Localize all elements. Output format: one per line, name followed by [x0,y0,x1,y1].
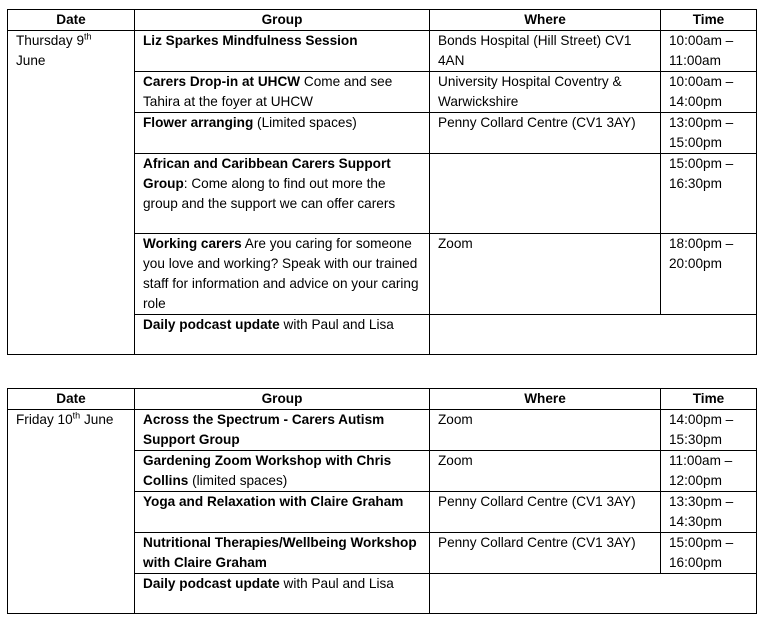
time-cell: 11:00am – 12:00pm [661,451,757,492]
header-row [8,10,757,31]
group-cell: Daily podcast update with Paul and Lisa [135,574,430,614]
time-cell: 18:00pm – 20:00pm [661,234,757,315]
where-cell: Zoom [430,451,661,492]
group-cell: Working carers Are you caring for someone you love and working? Speak with our trained staff for information and advice on your caring role [135,234,430,315]
group-cell: Across the Spectrum - Carers Autism Support Group [135,410,430,451]
group-cell: Flower arranging (Limited spaces) [135,113,430,154]
header-date: Date [8,10,135,31]
header-time: Time [661,10,757,31]
group-cell: Daily podcast update with Paul and Lisa [135,315,430,355]
where-time-cell [430,315,757,355]
where-time-cell [430,574,757,614]
schedule-table-thursday [7,9,757,355]
where-cell: University Hospital Coventry & Warwickshire [430,72,661,113]
header-group: Group [135,389,430,410]
group-cell: Gardening Zoom Workshop with Chris Collins (limited spaces) [135,451,430,492]
time-cell: 13:30pm – 14:30pm [661,492,757,533]
group-cell: Nutritional Therapies/Wellbeing Workshop with Claire Graham [135,533,430,574]
time-cell: 15:00pm – 16:30pm [661,154,757,234]
time-cell: 10:00am – 11:00am [661,31,757,72]
time-cell: 13:00pm – 15:00pm [661,113,757,154]
table-row [8,31,757,72]
header-where: Where [430,10,661,31]
time-cell: 14:00pm – 15:30pm [661,410,757,451]
date-cell: Friday 10th June [8,410,135,614]
group-cell: Carers Drop-in at UHCW Come and see Tahira at the foyer at UHCW [135,72,430,113]
time-cell: 10:00am – 14:00pm [661,72,757,113]
header-time: Time [661,389,757,410]
schedule-table-friday [7,388,757,614]
where-cell: Bonds Hospital (Hill Street) CV1 4AN [430,31,661,72]
where-cell [430,154,661,234]
header-where: Where [430,389,661,410]
time-cell: 15:00pm – 16:00pm [661,533,757,574]
where-cell: Penny Collard Centre (CV1 3AY) [430,113,661,154]
date-cell: Thursday 9th June [8,31,135,355]
where-cell: Penny Collard Centre (CV1 3AY) [430,533,661,574]
table-row [8,410,757,451]
where-cell: Penny Collard Centre (CV1 3AY) [430,492,661,533]
group-cell: Yoga and Relaxation with Claire Graham [135,492,430,533]
group-cell: African and Caribbean Carers Support Group: Come along to find out more the group and the support we can offer carers [135,154,430,234]
header-group: Group [135,10,430,31]
group-cell: Liz Sparkes Mindfulness Session [135,31,430,72]
header-row [8,389,757,410]
where-cell: Zoom [430,234,661,315]
where-cell: Zoom [430,410,661,451]
header-date: Date [8,389,135,410]
